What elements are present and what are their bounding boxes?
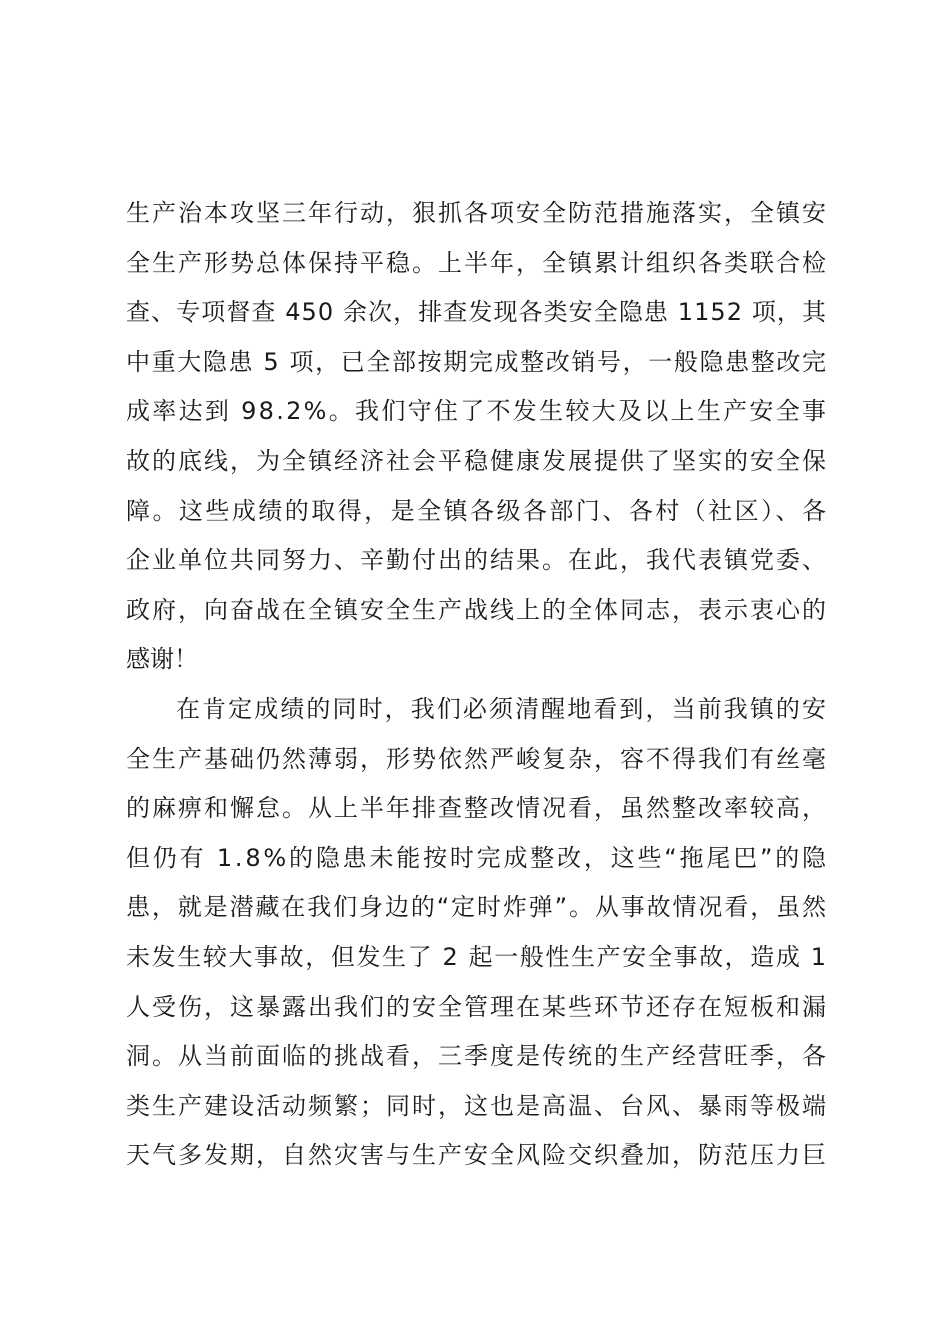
text-line: 全生产形势总体保持平稳。上半年，全镇累计组织各类联合检 bbox=[126, 248, 828, 277]
text-line: 的麻痹和懈怠。从上半年排查整改情况看，虽然整改率较高， bbox=[126, 794, 828, 823]
text-line: 但仍有 1.8%的隐患未能按时完成整改，这些“拖尾巴”的隐 bbox=[126, 843, 829, 872]
text-line: 感谢！ bbox=[126, 645, 198, 674]
text-line: 天气多发期，自然灾害与生产安全风险交织叠加，防范压力巨 bbox=[126, 1141, 828, 1170]
text-line: 人受伤，这暴露出我们的安全管理在某些环节还存在短板和漏 bbox=[126, 992, 828, 1021]
text-line: 洞。从当前面临的挑战看，三季度是传统的生产经营旺季，各 bbox=[126, 1042, 828, 1071]
text-line: 成率达到 98.2%。我们守住了不发生较大及以上生产安全事 bbox=[126, 397, 829, 426]
paragraph-start-line: 在肯定成绩的同时，我们必须清醒地看到，当前我镇的安 bbox=[176, 694, 829, 723]
text-line: 政府，向奋战在全镇安全生产战线上的全体同志，表示衷心的 bbox=[126, 595, 828, 624]
text-line: 企业单位共同努力、辛勤付出的结果。在此，我代表镇党委、 bbox=[126, 546, 828, 575]
text-line: 类生产建设活动频繁；同时，这也是高温、台风、暴雨等极端 bbox=[126, 1091, 828, 1120]
text-line: 生产治本攻坚三年行动，狠抓各项安全防范措施落实，全镇安 bbox=[126, 199, 828, 227]
body-text bbox=[126, 189, 829, 1181]
text-line: 未发生较大事故，但发生了 2 起一般性生产安全事故，造成 1 bbox=[126, 942, 828, 971]
text-line: 查、专项督查 450 余次，排查发现各类安全隐患 1152 项，其 bbox=[126, 298, 828, 327]
text-line: 障。这些成绩的取得，是全镇各级各部门、各村（社区）、各 bbox=[126, 496, 829, 525]
text-line: 中重大隐患 5 项，已全部按期完成整改销号，一般隐患整改完 bbox=[126, 347, 828, 376]
text-line: 全生产基础仍然薄弱，形势依然严峻复杂，容不得我们有丝毫 bbox=[126, 744, 828, 773]
text-line: 故的底线，为全镇经济社会平稳健康发展提供了坚实的安全保 bbox=[126, 446, 828, 475]
text-line: 患，就是潜藏在我们身边的“定时炸弹”。从事故情况看，虽然 bbox=[126, 893, 828, 922]
